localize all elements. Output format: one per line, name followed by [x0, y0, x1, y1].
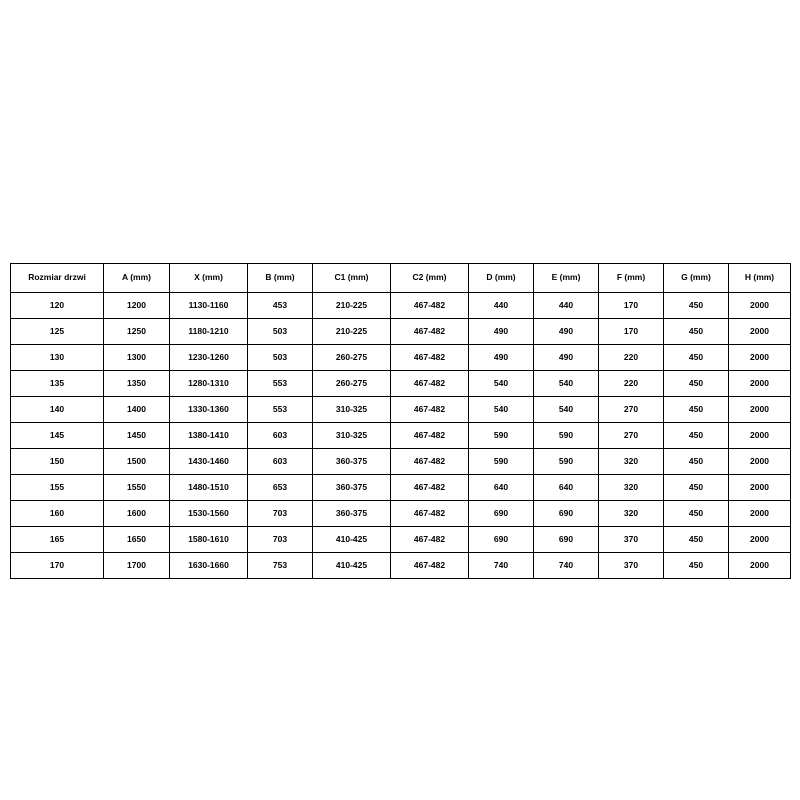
- table-cell: 490: [534, 345, 599, 371]
- table-cell: 360-375: [313, 475, 391, 501]
- column-header: C1 (mm): [313, 264, 391, 293]
- table-cell: 410-425: [313, 527, 391, 553]
- table-cell: 590: [534, 449, 599, 475]
- table-cell: 210-225: [313, 319, 391, 345]
- table-cell: 1480-1510: [170, 475, 248, 501]
- table-cell: 220: [599, 371, 664, 397]
- table-cell: 503: [248, 345, 313, 371]
- specification-table: [10, 263, 791, 579]
- table-cell: 690: [469, 501, 534, 527]
- table-cell: 1530-1560: [170, 501, 248, 527]
- table-cell: 270: [599, 423, 664, 449]
- table-cell: 640: [469, 475, 534, 501]
- table-cell: 467-482: [391, 345, 469, 371]
- table-cell: 410-425: [313, 553, 391, 579]
- table-cell: 2000: [729, 475, 791, 501]
- table-cell: 370: [599, 553, 664, 579]
- table-body: [11, 293, 791, 579]
- table-cell: 450: [664, 449, 729, 475]
- table-cell: 690: [469, 527, 534, 553]
- table-cell: 467-482: [391, 475, 469, 501]
- table-cell: 1580-1610: [170, 527, 248, 553]
- table-cell: 1550: [104, 475, 170, 501]
- table-cell: 2000: [729, 345, 791, 371]
- table-cell: 370: [599, 527, 664, 553]
- table-cell: 450: [664, 423, 729, 449]
- table-cell: 740: [469, 553, 534, 579]
- table-cell: 1450: [104, 423, 170, 449]
- table-cell: 450: [664, 475, 729, 501]
- table-cell: 130: [11, 345, 104, 371]
- table-row: [11, 319, 791, 345]
- table-row: [11, 371, 791, 397]
- table-cell: 2000: [729, 371, 791, 397]
- table-cell: 140: [11, 397, 104, 423]
- table-cell: 490: [534, 319, 599, 345]
- table-cell: 310-325: [313, 423, 391, 449]
- table-cell: 453: [248, 293, 313, 319]
- table-cell: 603: [248, 423, 313, 449]
- table-row: [11, 345, 791, 371]
- table-cell: 1230-1260: [170, 345, 248, 371]
- table-cell: 220: [599, 345, 664, 371]
- table-cell: 640: [534, 475, 599, 501]
- table-cell: 540: [469, 371, 534, 397]
- table-row: [11, 527, 791, 553]
- table-cell: 1330-1360: [170, 397, 248, 423]
- table-cell: 1630-1660: [170, 553, 248, 579]
- table-cell: 320: [599, 449, 664, 475]
- table-cell: 1430-1460: [170, 449, 248, 475]
- table-cell: 1400: [104, 397, 170, 423]
- table-cell: 125: [11, 319, 104, 345]
- table-cell: 467-482: [391, 319, 469, 345]
- table-cell: 540: [469, 397, 534, 423]
- table-cell: 450: [664, 553, 729, 579]
- table-cell: 450: [664, 319, 729, 345]
- specification-table-container: [10, 263, 790, 579]
- table-cell: 553: [248, 397, 313, 423]
- table-row: [11, 553, 791, 579]
- table-cell: 690: [534, 501, 599, 527]
- table-cell: 503: [248, 319, 313, 345]
- table-cell: 703: [248, 527, 313, 553]
- table-cell: 320: [599, 501, 664, 527]
- table-cell: 1700: [104, 553, 170, 579]
- table-cell: 467-482: [391, 397, 469, 423]
- table-cell: 753: [248, 553, 313, 579]
- table-cell: 310-325: [313, 397, 391, 423]
- table-cell: 1650: [104, 527, 170, 553]
- table-cell: 467-482: [391, 293, 469, 319]
- table-row: [11, 475, 791, 501]
- table-cell: 2000: [729, 423, 791, 449]
- table-cell: 490: [469, 345, 534, 371]
- table-cell: 210-225: [313, 293, 391, 319]
- table-cell: 160: [11, 501, 104, 527]
- table-cell: 155: [11, 475, 104, 501]
- table-cell: 150: [11, 449, 104, 475]
- table-cell: 2000: [729, 553, 791, 579]
- table-cell: 170: [11, 553, 104, 579]
- table-cell: 320: [599, 475, 664, 501]
- table-cell: 467-482: [391, 501, 469, 527]
- table-cell: 145: [11, 423, 104, 449]
- table-cell: 170: [599, 293, 664, 319]
- table-row: [11, 397, 791, 423]
- table-cell: 1380-1410: [170, 423, 248, 449]
- table-cell: 260-275: [313, 371, 391, 397]
- table-cell: 590: [469, 449, 534, 475]
- table-cell: 690: [534, 527, 599, 553]
- table-cell: 450: [664, 397, 729, 423]
- column-header: D (mm): [469, 264, 534, 293]
- column-header: E (mm): [534, 264, 599, 293]
- table-cell: 2000: [729, 527, 791, 553]
- table-cell: 1180-1210: [170, 319, 248, 345]
- table-cell: 450: [664, 293, 729, 319]
- table-cell: 2000: [729, 293, 791, 319]
- column-header: A (mm): [104, 264, 170, 293]
- table-cell: 653: [248, 475, 313, 501]
- table-cell: 170: [599, 319, 664, 345]
- table-cell: 2000: [729, 501, 791, 527]
- table-cell: 1280-1310: [170, 371, 248, 397]
- table-row: [11, 293, 791, 319]
- column-header: G (mm): [664, 264, 729, 293]
- table-cell: 703: [248, 501, 313, 527]
- table-row: [11, 423, 791, 449]
- table-cell: 165: [11, 527, 104, 553]
- table-row: [11, 501, 791, 527]
- table-cell: 450: [664, 501, 729, 527]
- table-cell: 467-482: [391, 449, 469, 475]
- table-cell: 1250: [104, 319, 170, 345]
- table-cell: 467-482: [391, 527, 469, 553]
- table-header-row: [11, 264, 791, 293]
- table-cell: 360-375: [313, 449, 391, 475]
- table-cell: 440: [534, 293, 599, 319]
- column-header: X (mm): [170, 264, 248, 293]
- table-cell: 450: [664, 371, 729, 397]
- table-row: [11, 449, 791, 475]
- column-header: H (mm): [729, 264, 791, 293]
- table-header: [11, 264, 791, 293]
- table-cell: 450: [664, 345, 729, 371]
- table-cell: 260-275: [313, 345, 391, 371]
- table-cell: 490: [469, 319, 534, 345]
- table-cell: 2000: [729, 397, 791, 423]
- table-cell: 1300: [104, 345, 170, 371]
- table-cell: 553: [248, 371, 313, 397]
- table-cell: 467-482: [391, 423, 469, 449]
- table-cell: 1200: [104, 293, 170, 319]
- table-cell: 135: [11, 371, 104, 397]
- table-cell: 603: [248, 449, 313, 475]
- table-cell: 467-482: [391, 371, 469, 397]
- table-cell: 590: [534, 423, 599, 449]
- column-header: Rozmiar drzwi: [11, 264, 104, 293]
- table-cell: 1600: [104, 501, 170, 527]
- column-header: F (mm): [599, 264, 664, 293]
- table-cell: 1130-1160: [170, 293, 248, 319]
- table-cell: 270: [599, 397, 664, 423]
- table-cell: 1350: [104, 371, 170, 397]
- table-cell: 540: [534, 397, 599, 423]
- table-cell: 2000: [729, 319, 791, 345]
- table-cell: 450: [664, 527, 729, 553]
- table-cell: 440: [469, 293, 534, 319]
- column-header: C2 (mm): [391, 264, 469, 293]
- table-cell: 2000: [729, 449, 791, 475]
- table-cell: 540: [534, 371, 599, 397]
- table-cell: 1500: [104, 449, 170, 475]
- table-cell: 740: [534, 553, 599, 579]
- table-cell: 120: [11, 293, 104, 319]
- table-cell: 360-375: [313, 501, 391, 527]
- column-header: B (mm): [248, 264, 313, 293]
- table-cell: 467-482: [391, 553, 469, 579]
- table-cell: 590: [469, 423, 534, 449]
